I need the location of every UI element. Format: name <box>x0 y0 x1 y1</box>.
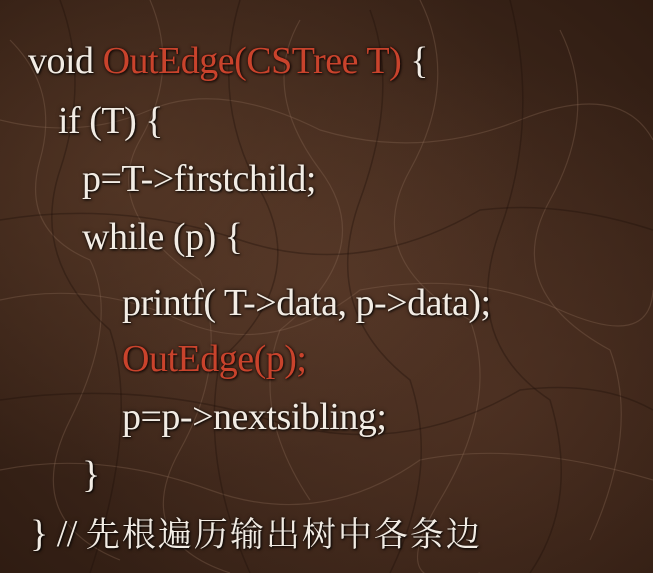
while-statement: while (p) { <box>82 216 243 258</box>
printf-call: printf( T->data, p->data); <box>122 282 491 324</box>
code-line-assign-firstchild <box>82 160 316 204</box>
open-brace: { <box>401 40 428 82</box>
code-line-recursive-call <box>122 340 306 384</box>
code-line-function-signature <box>28 42 428 86</box>
close-brace-comment-marker: } // <box>30 513 86 555</box>
code-line-close-while <box>82 456 100 500</box>
code-line-printf <box>122 284 491 328</box>
code-line-while <box>82 218 242 262</box>
keyword-void: void <box>28 40 103 82</box>
comment-text: 先根遍历输出树中各条边 <box>85 515 482 555</box>
if-statement: if (T) { <box>58 100 163 142</box>
assign-firstchild: p=T->firstchild; <box>82 158 316 200</box>
code-line-if <box>58 102 163 146</box>
function-signature-highlight: OutEdge(CSTree T) <box>102 40 402 82</box>
recursive-call-highlight: OutEdge(p); <box>122 338 307 380</box>
code-line-close-if-comment <box>30 515 482 559</box>
code-line-nextsibling <box>122 398 386 442</box>
assign-nextsibling: p=p->nextsibling; <box>122 396 387 438</box>
close-brace-while: } <box>82 454 100 496</box>
